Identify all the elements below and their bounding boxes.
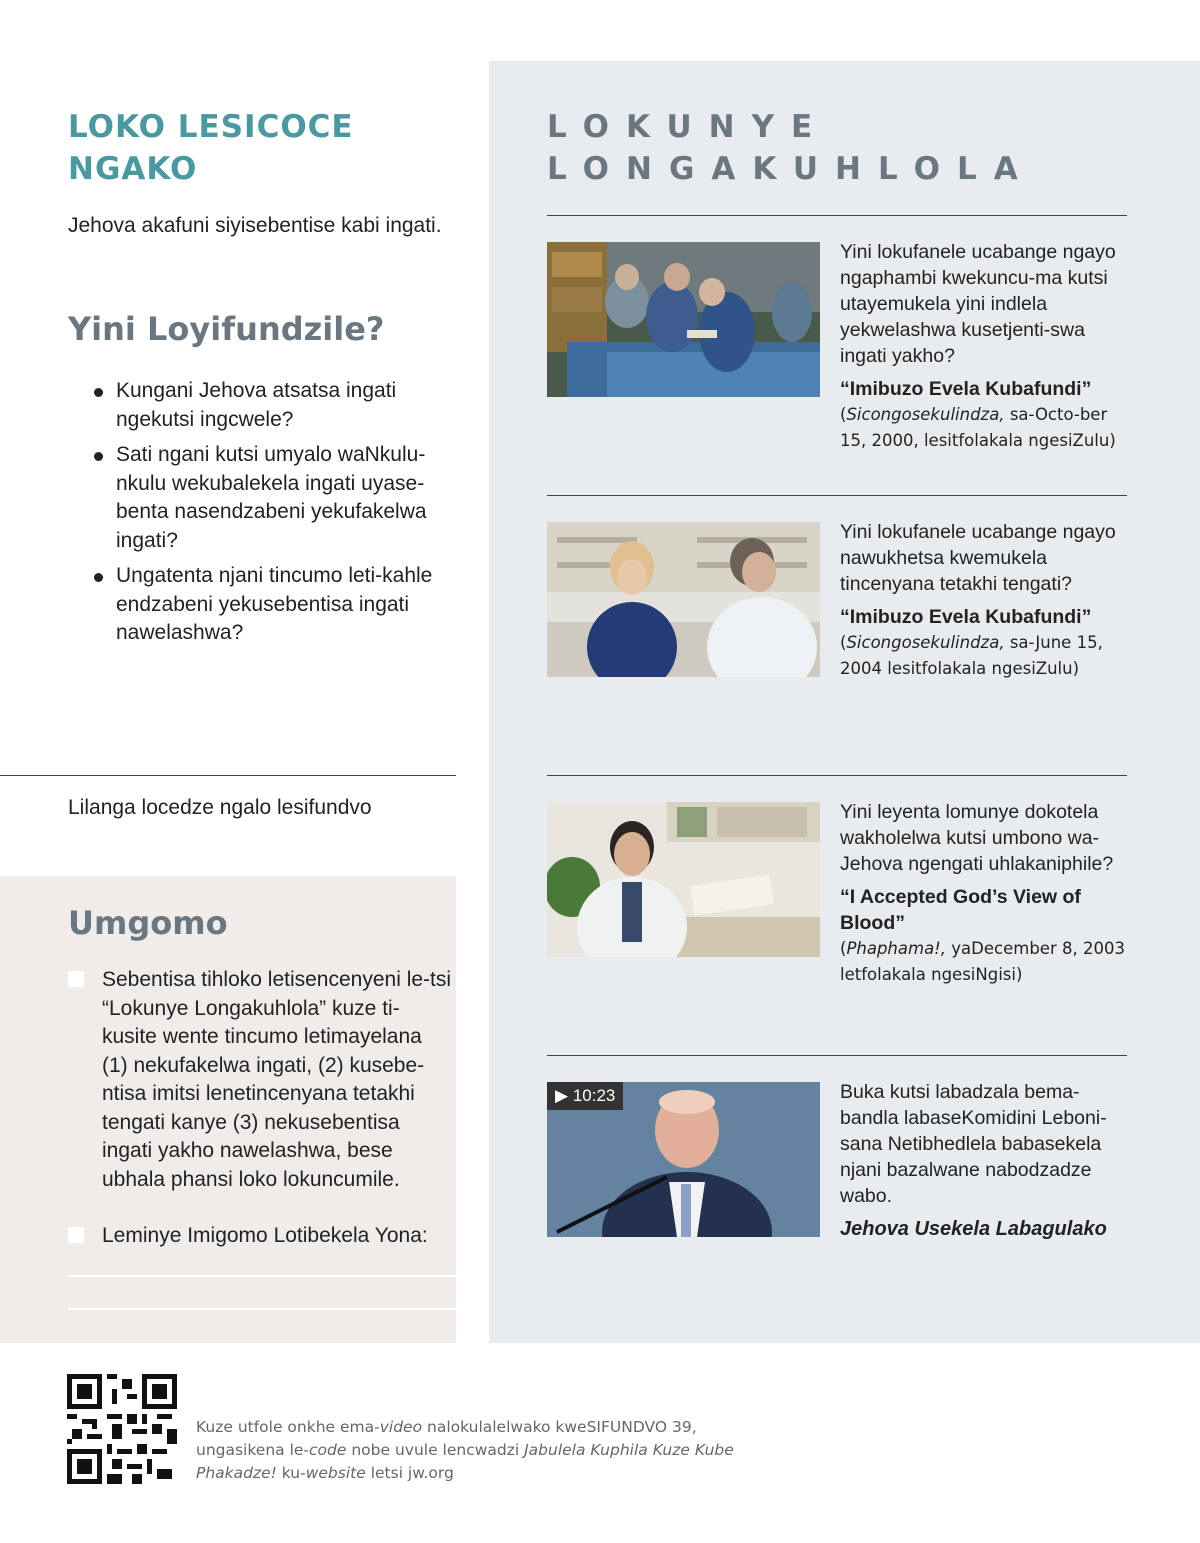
- divider: [0, 775, 456, 776]
- goal-title: Umgomo: [68, 904, 228, 942]
- goal-checkbox[interactable]: [68, 971, 84, 987]
- review-question: Ungatenta njani tincumo leti-kahle endzabeni yekusebentisa ingati nawelashwa?: [90, 562, 460, 648]
- divider: [547, 495, 1127, 496]
- review-question: Kungani Jehova atsatsa ingati ngekutsi ingcwele?: [90, 377, 460, 434]
- article-source: (Sicongosekulindza, sa-June 15, 2004 lesitfolakala ngesiZulu): [840, 633, 1103, 678]
- summary-text: Jehova akafuni siyisebentise kabi ingati.: [68, 214, 442, 237]
- footer-note: Kuze utfole onkhe ema-video nalokulalelwako kweSIFUNDVO 39, ungasikena le-code nobe uvule lencwadzi Jabulela Kuphila Kuze Kube Phakadze! ku-website letsi jw.org: [196, 1418, 734, 1482]
- doctor-image[interactable]: [547, 802, 820, 957]
- video-duration: ▶ 10:23: [547, 1082, 623, 1110]
- website-link[interactable]: letsi jw.org: [365, 1464, 454, 1482]
- review-title: Yini Loyifundzile?: [68, 310, 385, 348]
- explore-title: LOKUNYE LONGAKUHLOLA: [547, 109, 1035, 187]
- card-question: Yini lokufanele ucabange ngayo nawukhetsa kwemukela tincenyana tetakhi tengati?: [840, 521, 1116, 595]
- goal-item: [68, 966, 453, 1194]
- video-thumbnail[interactable]: [547, 1082, 820, 1237]
- consultation-image[interactable]: [547, 522, 820, 677]
- goal-checkbox[interactable]: [68, 1227, 84, 1243]
- book-title-link[interactable]: Jabulela Kuphila Kuze Kube Phakadze!: [196, 1441, 734, 1482]
- qr-code-icon[interactable]: [67, 1374, 177, 1484]
- goal-item: [68, 1222, 453, 1251]
- article-source: (Sicongosekulindza, sa-Octo-ber 15, 2000, lesitfolakala ngesiZulu): [840, 405, 1116, 450]
- divider: [547, 775, 1127, 776]
- qr-code-graphic: [67, 1374, 177, 1484]
- play-icon: ▶: [555, 1086, 569, 1105]
- card-question: Yini leyenta lomunye dokotela wakholelwa kutsi umbono wa-Jehova ngengati uhlakaniphile?: [840, 801, 1114, 875]
- writing-line[interactable]: [68, 1275, 456, 1277]
- review-question: Sati ngani kutsi umyalo waNkulu-nkulu wekubalekela ingati uyase-benta nasendzabeni yekufakelwa ingati?: [90, 441, 460, 555]
- article-title-link[interactable]: “Imibuzo Evela Kubafundi”: [840, 606, 1092, 628]
- surgery-image[interactable]: [547, 242, 820, 397]
- consultation-illustration: [547, 522, 820, 677]
- video-title-link[interactable]: Jehova Usekela Labagulako: [840, 1218, 1107, 1240]
- doctor-illustration: [547, 802, 820, 957]
- divider: [547, 1055, 1127, 1056]
- article-source: (Phaphama!, yaDecember 8, 2003 letfolakala ngesiNgisi): [840, 939, 1125, 984]
- card-question: Yini lokufanele ucabange ngayo ngaphambi kwekuncu-ma kutsi utayemukela yini indlela yekwelashwa kusetjenti-swa ingati yakho?: [840, 241, 1116, 367]
- review-list: [90, 377, 460, 655]
- summary-title: LOKO LESICOCE NGAKO: [68, 109, 354, 187]
- completion-date-label: Lilanga locedze ngalo lesifundvo: [68, 796, 372, 819]
- writing-line[interactable]: [68, 1308, 456, 1310]
- card-question: Buka kutsi labadzala bema-bandla labaseKomidini Leboni-sana Netibhedlela babasekela njani bazalwane nabodzadze wabo.: [840, 1081, 1107, 1207]
- article-title-link[interactable]: “I Accepted God’s View of Blood”: [840, 886, 1081, 934]
- surgery-illustration: [547, 242, 820, 397]
- article-title-link[interactable]: “Imibuzo Evela Kubafundi”: [840, 378, 1092, 400]
- divider: [547, 215, 1127, 216]
- goal-item-text: Leminye Imigomo Lotibekela Yona:: [102, 1224, 428, 1247]
- goal-item-text: Sebentisa tihloko letisencenyeni le-tsi “Lokunye Longakuhlola” kuze ti-kusite wente tincumo letimayelana (1) nekufakelwa ingati, (2) kusebe-ntisa imitsi lenetincenyana tetakhi tengati kanye (3) nekusebentisa ingati yakho nawelashwa, bese ubhala phansi loko lokuncumile.: [102, 968, 452, 1191]
